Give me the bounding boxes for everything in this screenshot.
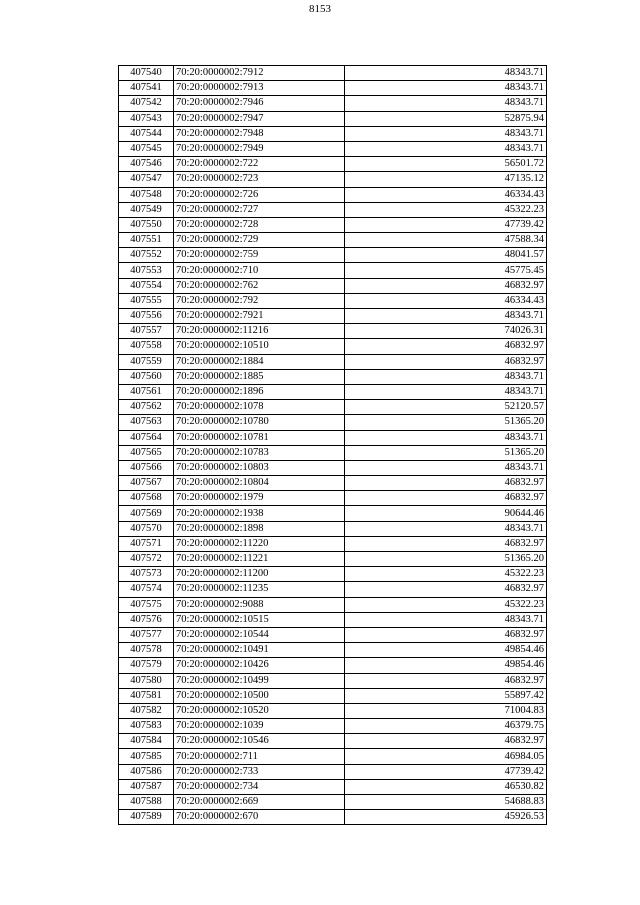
value-cell: 48343.71 bbox=[345, 126, 547, 141]
cadastral-number-cell: 70:20:0000002:728 bbox=[174, 217, 345, 232]
value-cell: 51365.20 bbox=[345, 445, 547, 460]
row-number-cell: 407581 bbox=[119, 688, 174, 703]
row-number-cell: 407585 bbox=[119, 749, 174, 764]
row-number-cell: 407587 bbox=[119, 779, 174, 794]
value-cell: 46379.75 bbox=[345, 719, 547, 734]
table-row bbox=[119, 400, 547, 415]
table-row bbox=[119, 172, 547, 187]
cadastral-number-cell: 70:20:0000002:10499 bbox=[174, 673, 345, 688]
cadastral-number-cell: 70:20:0000002:11235 bbox=[174, 582, 345, 597]
cadastral-number-cell: 70:20:0000002:1885 bbox=[174, 369, 345, 384]
row-number-cell: 407566 bbox=[119, 460, 174, 475]
row-number-cell: 407573 bbox=[119, 567, 174, 582]
cadastral-number-cell: 70:20:0000002:710 bbox=[174, 263, 345, 278]
table-row bbox=[119, 157, 547, 172]
cadastral-number-cell: 70:20:0000002:10780 bbox=[174, 415, 345, 430]
table-row bbox=[119, 445, 547, 460]
table-row bbox=[119, 233, 547, 248]
value-cell: 48343.71 bbox=[345, 369, 547, 384]
row-number-cell: 407588 bbox=[119, 795, 174, 810]
row-number-cell: 407579 bbox=[119, 658, 174, 673]
table-row bbox=[119, 658, 547, 673]
cadastral-number-cell: 70:20:0000002:10781 bbox=[174, 430, 345, 445]
cadastral-number-cell: 70:20:0000002:7913 bbox=[174, 81, 345, 96]
table-row bbox=[119, 111, 547, 126]
row-number-cell: 407548 bbox=[119, 187, 174, 202]
cadastral-number-cell: 70:20:0000002:723 bbox=[174, 172, 345, 187]
cadastral-number-cell: 70:20:0000002:11200 bbox=[174, 567, 345, 582]
table-row bbox=[119, 810, 547, 825]
cadastral-number-cell: 70:20:0000002:10491 bbox=[174, 643, 345, 658]
row-number-cell: 407575 bbox=[119, 597, 174, 612]
row-number-cell: 407552 bbox=[119, 248, 174, 263]
cadastral-number-cell: 70:20:0000002:722 bbox=[174, 157, 345, 172]
value-cell: 74026.31 bbox=[345, 324, 547, 339]
row-number-cell: 407540 bbox=[119, 66, 174, 81]
cadastral-number-cell: 70:20:0000002:792 bbox=[174, 293, 345, 308]
cadastral-number-cell: 70:20:0000002:11221 bbox=[174, 552, 345, 567]
table-row bbox=[119, 491, 547, 506]
table-row bbox=[119, 248, 547, 263]
row-number-cell: 407546 bbox=[119, 157, 174, 172]
row-number-cell: 407576 bbox=[119, 612, 174, 627]
row-number-cell: 407555 bbox=[119, 293, 174, 308]
table-row bbox=[119, 96, 547, 111]
table-row bbox=[119, 430, 547, 445]
value-cell: 49854.46 bbox=[345, 643, 547, 658]
cadastral-number-cell: 70:20:0000002:1039 bbox=[174, 719, 345, 734]
row-number-cell: 407564 bbox=[119, 430, 174, 445]
table-row bbox=[119, 506, 547, 521]
table-row bbox=[119, 324, 547, 339]
cadastral-number-cell: 70:20:0000002:727 bbox=[174, 202, 345, 217]
cadastral-number-cell: 70:20:0000002:7949 bbox=[174, 141, 345, 156]
value-cell: 56501.72 bbox=[345, 157, 547, 172]
table-row bbox=[119, 734, 547, 749]
value-cell: 71004.83 bbox=[345, 703, 547, 718]
row-number-cell: 407567 bbox=[119, 476, 174, 491]
value-cell: 45322.23 bbox=[345, 202, 547, 217]
value-cell: 47739.42 bbox=[345, 217, 547, 232]
row-number-cell: 407547 bbox=[119, 172, 174, 187]
value-cell: 52875.94 bbox=[345, 111, 547, 126]
row-number-cell: 407570 bbox=[119, 521, 174, 536]
row-number-cell: 407554 bbox=[119, 278, 174, 293]
table-row bbox=[119, 521, 547, 536]
table-row bbox=[119, 81, 547, 96]
table-row bbox=[119, 612, 547, 627]
value-cell: 46832.97 bbox=[345, 476, 547, 491]
table-row bbox=[119, 202, 547, 217]
table-row bbox=[119, 278, 547, 293]
cadastral-number-cell: 70:20:0000002:1898 bbox=[174, 521, 345, 536]
row-number-cell: 407549 bbox=[119, 202, 174, 217]
row-number-cell: 407556 bbox=[119, 309, 174, 324]
cadastral-number-cell: 70:20:0000002:7946 bbox=[174, 96, 345, 111]
cadastral-number-cell: 70:20:0000002:1938 bbox=[174, 506, 345, 521]
row-number-cell: 407545 bbox=[119, 141, 174, 156]
table-row bbox=[119, 293, 547, 308]
row-number-cell: 407550 bbox=[119, 217, 174, 232]
value-cell: 49854.46 bbox=[345, 658, 547, 673]
cadastral-number-cell: 70:20:0000002:10500 bbox=[174, 688, 345, 703]
value-cell: 48343.71 bbox=[345, 384, 547, 399]
row-number-cell: 407561 bbox=[119, 384, 174, 399]
value-cell: 51365.20 bbox=[345, 415, 547, 430]
table-row bbox=[119, 339, 547, 354]
cadastral-number-cell: 70:20:0000002:1896 bbox=[174, 384, 345, 399]
cadastral-number-cell: 70:20:0000002:1884 bbox=[174, 354, 345, 369]
value-cell: 51365.20 bbox=[345, 552, 547, 567]
cadastral-number-cell: 70:20:0000002:729 bbox=[174, 233, 345, 248]
cadastral-number-cell: 70:20:0000002:10546 bbox=[174, 734, 345, 749]
cadastral-number-cell: 70:20:0000002:9088 bbox=[174, 597, 345, 612]
table-row bbox=[119, 141, 547, 156]
table-row bbox=[119, 779, 547, 794]
value-cell: 47739.42 bbox=[345, 764, 547, 779]
row-number-cell: 407543 bbox=[119, 111, 174, 126]
table-row bbox=[119, 415, 547, 430]
table-row bbox=[119, 66, 547, 81]
cadastral-number-cell: 70:20:0000002:7948 bbox=[174, 126, 345, 141]
row-number-cell: 407586 bbox=[119, 764, 174, 779]
table-row bbox=[119, 476, 547, 491]
value-cell: 46832.97 bbox=[345, 673, 547, 688]
table-row bbox=[119, 567, 547, 582]
table-row bbox=[119, 369, 547, 384]
value-cell: 46832.97 bbox=[345, 582, 547, 597]
row-number-cell: 407560 bbox=[119, 369, 174, 384]
value-cell: 46832.97 bbox=[345, 627, 547, 642]
value-cell: 46832.97 bbox=[345, 339, 547, 354]
table-row bbox=[119, 354, 547, 369]
table-row bbox=[119, 688, 547, 703]
table-row bbox=[119, 749, 547, 764]
value-cell: 46530.82 bbox=[345, 779, 547, 794]
cadastral-number-cell: 70:20:0000002:10520 bbox=[174, 703, 345, 718]
row-number-cell: 407563 bbox=[119, 415, 174, 430]
row-number-cell: 407584 bbox=[119, 734, 174, 749]
value-cell: 46832.97 bbox=[345, 278, 547, 293]
row-number-cell: 407551 bbox=[119, 233, 174, 248]
cadastral-number-cell: 70:20:0000002:762 bbox=[174, 278, 345, 293]
value-cell: 47135.12 bbox=[345, 172, 547, 187]
cadastral-number-cell: 70:20:0000002:11216 bbox=[174, 324, 345, 339]
table-row bbox=[119, 187, 547, 202]
value-cell: 45322.23 bbox=[345, 597, 547, 612]
page-number: 8153 bbox=[309, 3, 331, 15]
table-row bbox=[119, 719, 547, 734]
value-cell: 48343.71 bbox=[345, 612, 547, 627]
table-row bbox=[119, 126, 547, 141]
table-row bbox=[119, 263, 547, 278]
table-row bbox=[119, 597, 547, 612]
value-cell: 48041.57 bbox=[345, 248, 547, 263]
cadastral-number-cell: 70:20:0000002:10804 bbox=[174, 476, 345, 491]
row-number-cell: 407558 bbox=[119, 339, 174, 354]
row-number-cell: 407589 bbox=[119, 810, 174, 825]
table-row bbox=[119, 384, 547, 399]
cadastral-number-cell: 70:20:0000002:1078 bbox=[174, 400, 345, 415]
table-row bbox=[119, 460, 547, 475]
value-cell: 48343.71 bbox=[345, 521, 547, 536]
value-cell: 55897.42 bbox=[345, 688, 547, 703]
table-row bbox=[119, 217, 547, 232]
value-cell: 46984.05 bbox=[345, 749, 547, 764]
value-cell: 48343.71 bbox=[345, 96, 547, 111]
cadastral-number-cell: 70:20:0000002:711 bbox=[174, 749, 345, 764]
table-body bbox=[119, 66, 547, 825]
value-cell: 45775.45 bbox=[345, 263, 547, 278]
table-row bbox=[119, 309, 547, 324]
row-number-cell: 407559 bbox=[119, 354, 174, 369]
table-row bbox=[119, 703, 547, 718]
value-cell: 46334.43 bbox=[345, 187, 547, 202]
cadastral-number-cell: 70:20:0000002:670 bbox=[174, 810, 345, 825]
value-cell: 46832.97 bbox=[345, 536, 547, 551]
cadastral-number-cell: 70:20:0000002:669 bbox=[174, 795, 345, 810]
value-cell: 52120.57 bbox=[345, 400, 547, 415]
cadastral-number-cell: 70:20:0000002:733 bbox=[174, 764, 345, 779]
row-number-cell: 407574 bbox=[119, 582, 174, 597]
row-number-cell: 407578 bbox=[119, 643, 174, 658]
table-row bbox=[119, 552, 547, 567]
table-row bbox=[119, 764, 547, 779]
value-cell: 46832.97 bbox=[345, 491, 547, 506]
value-cell: 46832.97 bbox=[345, 734, 547, 749]
table-row bbox=[119, 582, 547, 597]
row-number-cell: 407544 bbox=[119, 126, 174, 141]
value-cell: 54688.83 bbox=[345, 795, 547, 810]
cadastral-number-cell: 70:20:0000002:1979 bbox=[174, 491, 345, 506]
value-cell: 48343.71 bbox=[345, 81, 547, 96]
cadastral-number-cell: 70:20:0000002:7912 bbox=[174, 66, 345, 81]
row-number-cell: 407569 bbox=[119, 506, 174, 521]
value-cell: 48343.71 bbox=[345, 141, 547, 156]
cadastral-number-cell: 70:20:0000002:10510 bbox=[174, 339, 345, 354]
cadastral-number-cell: 70:20:0000002:7947 bbox=[174, 111, 345, 126]
table-row bbox=[119, 627, 547, 642]
cadastral-number-cell: 70:20:0000002:10544 bbox=[174, 627, 345, 642]
row-number-cell: 407562 bbox=[119, 400, 174, 415]
value-cell: 48343.71 bbox=[345, 460, 547, 475]
cadastral-number-cell: 70:20:0000002:10783 bbox=[174, 445, 345, 460]
table-row bbox=[119, 536, 547, 551]
cadastral-number-cell: 70:20:0000002:734 bbox=[174, 779, 345, 794]
cadastral-number-cell: 70:20:0000002:10515 bbox=[174, 612, 345, 627]
value-cell: 90644.46 bbox=[345, 506, 547, 521]
row-number-cell: 407582 bbox=[119, 703, 174, 718]
cadastral-number-cell: 70:20:0000002:10803 bbox=[174, 460, 345, 475]
cadastral-number-cell: 70:20:0000002:7921 bbox=[174, 309, 345, 324]
row-number-cell: 407577 bbox=[119, 627, 174, 642]
row-number-cell: 407568 bbox=[119, 491, 174, 506]
cadastral-number-cell: 70:20:0000002:759 bbox=[174, 248, 345, 263]
row-number-cell: 407553 bbox=[119, 263, 174, 278]
row-number-cell: 407583 bbox=[119, 719, 174, 734]
cadastral-number-cell: 70:20:0000002:10426 bbox=[174, 658, 345, 673]
row-number-cell: 407572 bbox=[119, 552, 174, 567]
value-cell: 48343.71 bbox=[345, 66, 547, 81]
value-cell: 46832.97 bbox=[345, 354, 547, 369]
table-row bbox=[119, 673, 547, 688]
value-cell: 46334.43 bbox=[345, 293, 547, 308]
table-row bbox=[119, 643, 547, 658]
row-number-cell: 407571 bbox=[119, 536, 174, 551]
value-cell: 48343.71 bbox=[345, 430, 547, 445]
row-number-cell: 407580 bbox=[119, 673, 174, 688]
value-cell: 45322.23 bbox=[345, 567, 547, 582]
table-row bbox=[119, 795, 547, 810]
row-number-cell: 407565 bbox=[119, 445, 174, 460]
row-number-cell: 407557 bbox=[119, 324, 174, 339]
row-number-cell: 407542 bbox=[119, 96, 174, 111]
value-cell: 47588.34 bbox=[345, 233, 547, 248]
row-number-cell: 407541 bbox=[119, 81, 174, 96]
cadastral-value-table bbox=[118, 65, 547, 825]
value-cell: 45926.53 bbox=[345, 810, 547, 825]
cadastral-number-cell: 70:20:0000002:11220 bbox=[174, 536, 345, 551]
value-cell: 48343.71 bbox=[345, 309, 547, 324]
cadastral-number-cell: 70:20:0000002:726 bbox=[174, 187, 345, 202]
